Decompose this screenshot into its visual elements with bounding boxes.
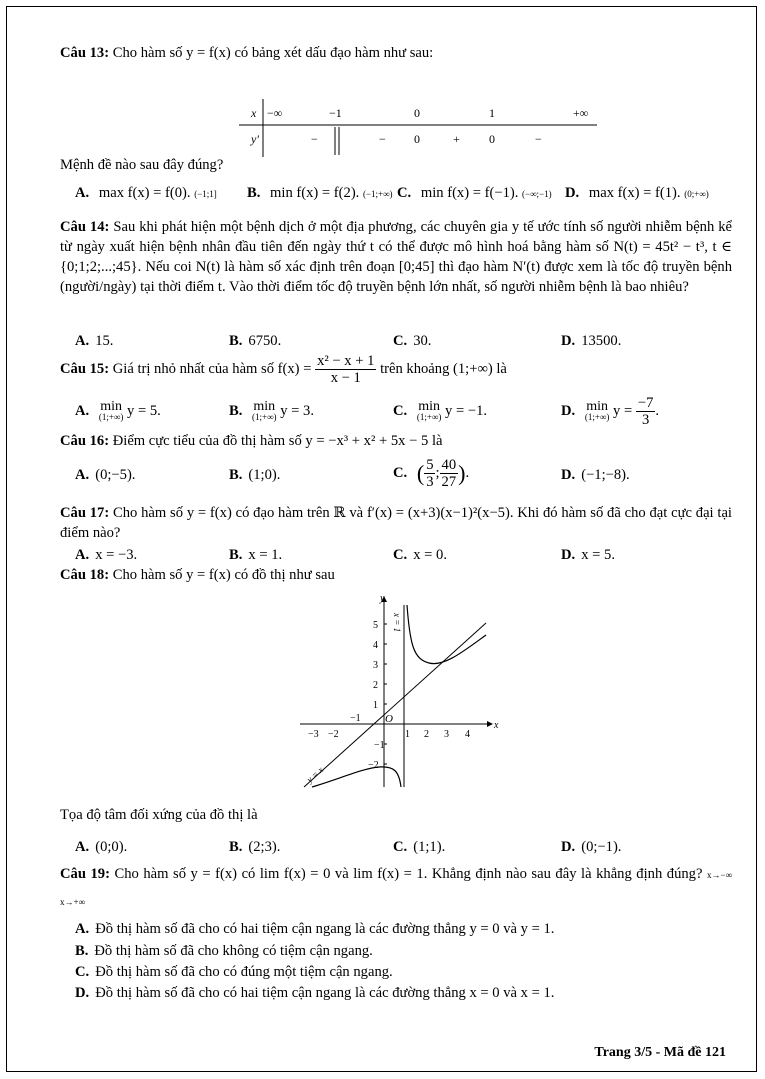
q13-option-d-text: max f(x) = f(1). xyxy=(588,185,681,201)
table-y-sign-4: − xyxy=(535,132,542,146)
q14-option-b[interactable]: B. 6750. xyxy=(229,333,282,349)
q15-option-b[interactable]: B. min (1;+∞) y = 3. xyxy=(229,398,314,422)
q13-option-b-sub: (−1;+∞) xyxy=(362,189,393,199)
q17-option-a[interactable]: A. x = −3. xyxy=(75,547,138,563)
question-15-text-before: Giá trị nhỏ nhất của hàm số f(x) = xyxy=(112,360,312,377)
q18-option-b[interactable]: B. (2;3). xyxy=(229,839,281,855)
question-19 xyxy=(60,861,732,915)
y-tick-1: 1 xyxy=(373,700,378,711)
question-14-text: Sau khi phát hiện một bệnh dịch ở một địa phương, các chuyên gia y tế ước tính số người nhiễm bệnh kể từ ngày xuất hiện bệnh nhân đầu tiên đến ngày thứ t có thể được mô hình hoá bằng hàm số N(t) = 45t² − t³, t ∈ {0;1;2;...;45}. Nếu coi N(t) là hàm số xác định trên đoạn [0;45] thì đạo hàm N′(t) được xem là tốc độ truyền bệnh (người/ngày) tại thời điểm t. Vào thời điểm tốc độ truyền bệnh lớn nhất, số người nhiễm bệnh là bao nhiêu? xyxy=(60,219,732,295)
table-y-zero-2: 0 xyxy=(489,132,495,146)
q13-option-a-text: max f(x) = f(0). xyxy=(98,185,191,201)
question-15 xyxy=(60,353,732,386)
q19-option-a[interactable]: A. Đồ thị hàm số đã cho có hai tiệm cận ngang là các đường thẳng y = 0 và y = 1. xyxy=(75,921,555,937)
y-tick-2: 2 xyxy=(373,680,378,691)
q15-option-c[interactable]: C. min (1;+∞) y = −1. xyxy=(393,398,488,422)
question-14 xyxy=(60,217,732,297)
q18-option-c[interactable]: C. (1;1). xyxy=(393,839,446,855)
y-tick-3: 3 xyxy=(373,660,378,671)
question-15-text-after: trên khoảng (1;+∞) là xyxy=(380,360,507,377)
question-16 xyxy=(60,431,732,451)
table-y-zero-1: 0 xyxy=(414,132,420,146)
q13-option-c-text: min f(x) = f(−1). xyxy=(420,185,519,201)
question-19-label: Câu 19: xyxy=(60,866,110,882)
q16-option-d[interactable]: D. (−1;−8). xyxy=(561,467,630,483)
question-17 xyxy=(60,503,732,543)
origin-label: O xyxy=(385,713,393,725)
y-tick-minus-2: −2 xyxy=(368,760,379,771)
x-tick-2: 2 xyxy=(424,729,429,740)
q16-option-b[interactable]: B. (1;0). xyxy=(229,467,281,483)
sign-table xyxy=(239,97,599,159)
q19-option-d[interactable]: D. Đồ thị hàm số đã cho có hai tiệm cận ngang là các đường thẳng x = 0 và x = 1. xyxy=(75,985,555,1001)
question-13-text: Cho hàm số y = f(x) có bảng xét dấu đạo hàm như sau: xyxy=(112,45,434,61)
question-13-label: Câu 13: xyxy=(60,45,110,61)
question-18-label: Câu 18: xyxy=(60,567,110,583)
question-13-prompt: Mệnh đề nào sau đây đúng? xyxy=(60,157,224,173)
question-15-fraction: $\frac{\text{x² − x + 1}}{x - 1}$ xyxy=(317,353,375,386)
y-axis-label: y xyxy=(380,593,385,604)
q15-option-d[interactable]: D. min (1;+∞) y = $\frac{-7}{3}$ . xyxy=(561,395,660,428)
q13-option-d[interactable]: D. max f(x) = f(1). (0;+∞) xyxy=(565,185,709,201)
q13-option-d-sub: (0;+∞) xyxy=(684,189,709,199)
line-label: y = x xyxy=(304,764,326,785)
question-17-label: Câu 17: xyxy=(60,505,110,521)
y-tick-4: 4 xyxy=(373,640,378,651)
question-14-label: Câu 14: xyxy=(60,219,110,235)
q19-option-b[interactable]: B. Đồ thị hàm số đã cho không có tiệm cận ngang. xyxy=(75,943,373,959)
table-y-sign-3: + xyxy=(453,132,460,146)
table-y-header: y′ xyxy=(251,132,259,146)
x-tick-3: 3 xyxy=(444,729,449,740)
x-tick-minus-3: −3 xyxy=(308,729,319,740)
y-tick-minus-1: −1 xyxy=(374,740,385,751)
question-17-text: Cho hàm số y = f(x) có đạo hàm trên ℝ và f′(x) = (x+3)(x−1)²(x−5). Khi đó hàm số đã cho đạt cực đại tại điểm nào? xyxy=(60,505,732,541)
q17-option-d[interactable]: D. x = 5. xyxy=(561,547,615,563)
x-tick-minus-2: −2 xyxy=(328,729,339,740)
page-footer: Trang 3/5 - Mã đề 121 xyxy=(594,1045,726,1060)
question-18-text: Cho hàm số y = f(x) có đồ thị như sau xyxy=(112,567,335,583)
question-19-text: Cho hàm số y = f(x) có lim f(x) = 0 và lim f(x) = 1. Khẳng định nào sau đây là khẳng định đúng? xyxy=(114,866,703,882)
q17-option-b[interactable]: B. x = 1. xyxy=(229,547,283,563)
y-tick-5: 5 xyxy=(373,620,378,631)
function-graph xyxy=(294,591,504,791)
q16-option-c[interactable]: C. ( $\frac{5}{3}$ ; $\frac{40}{27}$ ). xyxy=(393,457,470,490)
table-x-minus-one: −1 xyxy=(329,106,342,120)
table-x-header: x xyxy=(251,106,257,120)
asymptote-label: x = 1 xyxy=(392,613,402,633)
q15-option-a[interactable]: A. min (1;+∞) y = 5. xyxy=(75,398,161,422)
question-15-label: Câu 15: xyxy=(60,360,110,377)
table-x-pos-inf: +∞ xyxy=(573,106,589,120)
x-axis-label: x xyxy=(494,720,499,731)
q13-option-b[interactable]: B. min f(x) = f(2). (−1;+∞) xyxy=(247,185,393,201)
question-16-label: Câu 16: xyxy=(60,433,110,449)
question-18 xyxy=(60,565,732,585)
q14-option-a[interactable]: A. 15. xyxy=(75,333,114,349)
table-x-neg-inf: −∞ xyxy=(267,106,283,120)
table-x-zero: 0 xyxy=(414,106,420,120)
question-16-text: Điểm cực tiểu của đồ thị hàm số y = −x³ + x² + 5x − 5 là xyxy=(112,433,443,449)
question-18-prompt: Tọa độ tâm đối xứng của đồ thị là xyxy=(60,807,258,823)
q19-option-c[interactable]: C. Đồ thị hàm số đã cho có đúng một tiệm cận ngang. xyxy=(75,964,393,980)
q18-option-a[interactable]: A. (0;0). xyxy=(75,839,128,855)
graph-left-branch xyxy=(312,767,401,787)
q16-option-a[interactable]: A. (0;−5). xyxy=(75,467,136,483)
q13-option-c-sub: (−∞;−1) xyxy=(522,189,552,199)
table-x-one: 1 xyxy=(489,106,495,120)
q13-option-a[interactable]: A. max f(x) = f(0). (−1;1] xyxy=(75,185,217,201)
table-y-sign-1: − xyxy=(311,132,318,146)
q18-option-d[interactable]: D. (0;−1). xyxy=(561,839,622,855)
oblique-asymptote xyxy=(304,623,486,787)
q13-option-b-text: min f(x) = f(2). xyxy=(270,185,360,201)
question-19-lim2-sub: x→+∞ xyxy=(60,897,85,907)
x-tick-1: 1 xyxy=(405,729,410,740)
question-19-lim1-sub: x→−∞ xyxy=(707,870,732,880)
q17-option-c[interactable]: C. x = 0. xyxy=(393,547,447,563)
x-tick-4: 4 xyxy=(465,729,470,740)
question-13 xyxy=(60,43,732,63)
q14-option-d[interactable]: D. 13500. xyxy=(561,333,622,349)
q13-option-c[interactable]: C. min f(x) = f(−1). (−∞;−1) xyxy=(397,185,552,201)
x-tick-minus-1: −1 xyxy=(350,713,361,724)
exam-page xyxy=(6,6,757,1072)
q13-option-a-sub: (−1;1] xyxy=(194,189,217,199)
table-y-sign-2: − xyxy=(379,132,386,146)
q14-option-c[interactable]: C. 30. xyxy=(393,333,432,349)
